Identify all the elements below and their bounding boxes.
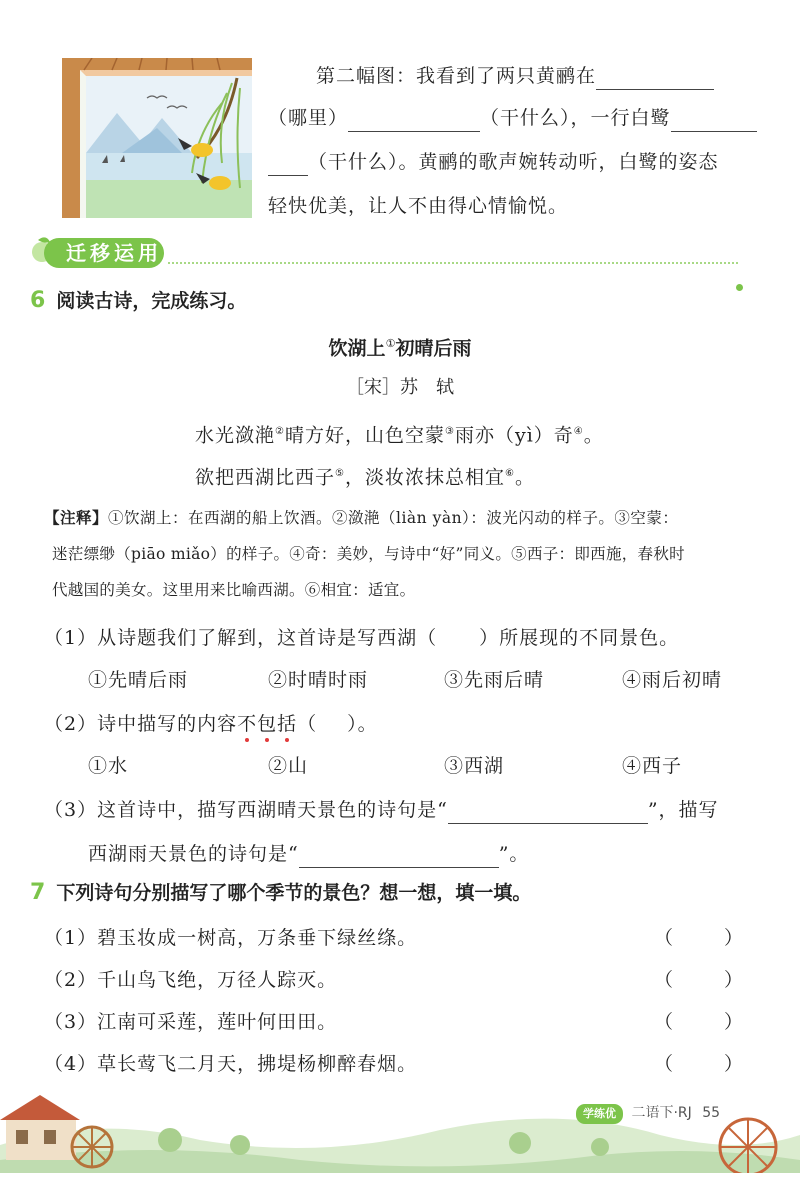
section-banner-label: 迁移运用 (66, 241, 162, 265)
option-label[interactable]: ③先雨后晴 (444, 669, 545, 691)
footer-page-number: 55 (702, 1105, 721, 1121)
poem-line2b: ，淡妆浓抹总相宜 (344, 466, 505, 489)
note-mark-5: ⑤ (335, 468, 345, 479)
q6-sub1-text-b: ）所展现的不同景色。 (479, 627, 680, 649)
answer-blank-egret-1[interactable] (671, 109, 757, 132)
emphasis-char-2: 包 (257, 713, 278, 735)
q6-sub3-answer-rainy[interactable] (299, 845, 499, 868)
poem-line2a: 欲把西湖比西子 (195, 466, 336, 489)
q6-sub1-answer[interactable] (437, 622, 479, 644)
poem-title-rest: 初晴后雨 (395, 337, 472, 360)
note-mark-2: ② (275, 426, 285, 437)
option-label[interactable]: ②时晴时雨 (268, 669, 369, 691)
q7-answer-2[interactable] (654, 966, 744, 994)
answer-blank-egret-2[interactable] (268, 153, 308, 176)
answer-blank-where-1[interactable] (596, 67, 714, 90)
note-line3: 代越国的美女。这里用来比喻西湖。⑥相宜：适宜。 (52, 581, 416, 599)
emphasis-char-1: 不 (237, 713, 258, 735)
q6-sub1-option-3 (444, 666, 544, 694)
note-label: 【注释】 (44, 509, 109, 527)
footer-landscape-svg (0, 1085, 800, 1173)
option-label[interactable]: ②山 (268, 755, 309, 777)
q6-sub2-option-4 (622, 752, 682, 780)
paren-close: ） (723, 927, 744, 949)
q6-sub3-text-c: 西湖雨天景色的诗句是“ (88, 843, 299, 865)
paren-open: （ (654, 927, 675, 949)
footer-landscape (0, 1085, 800, 1173)
option-label[interactable]: ④西子 (622, 755, 683, 777)
option-label[interactable]: ①水 (88, 755, 129, 777)
paren-open: （ (654, 1053, 675, 1075)
poem-line1c: 雨亦（yì）奇 (454, 424, 574, 447)
q7-item-4: （4）草长莺飞二月天，拂堤杨柳醉春烟。 (44, 1053, 418, 1075)
q7-item-2: （2）千山鸟飞绝，万径人踪灭。 (44, 969, 338, 991)
note-line2: 迷茫缥缈（piāo miǎo）的样子。④奇：美妙，与诗中“好”同义。⑤西子：即西施，春秋时 (52, 545, 685, 563)
picture-text-line2a: （哪里） (268, 107, 349, 129)
paren-open: （ (654, 969, 675, 991)
q6-sub3-text-a: （3）这首诗中，描写西湖晴天景色的诗句是“ (44, 799, 448, 821)
q6-sub2-answer[interactable] (317, 708, 347, 730)
note-mark-4: ④ (573, 426, 584, 437)
q6-title: 阅读古诗，完成练习。 (56, 290, 247, 312)
q7-answer-3[interactable] (654, 1008, 744, 1036)
poem-title-mark: ① (385, 337, 396, 350)
q6-sub1-option-4 (622, 666, 722, 694)
q6-sub2-text-c: ）。 (347, 713, 378, 735)
banner-line-end-dot (736, 284, 743, 291)
q6-sub2-option-1 (88, 752, 128, 780)
note-mark-6: ⑥ (505, 468, 515, 479)
paren-close: ） (723, 1011, 744, 1033)
paren-open: （ (654, 1011, 675, 1033)
q6-number: 6 (30, 288, 46, 313)
poem-line1b: 晴方好，山色空蒙 (284, 424, 445, 447)
emphasis-char-3: 括 (277, 713, 298, 735)
footer-book: 二语下·RJ (631, 1105, 692, 1121)
q6-sub2-option-3 (444, 752, 504, 780)
q6-sub3-text-d: ”。 (498, 843, 530, 865)
q7-number: 7 (30, 880, 46, 905)
q6-sub2-text-b: （ (297, 713, 318, 735)
q6-sub1-option-1 (88, 666, 188, 694)
paren-close: ） (723, 969, 744, 991)
q6-sub1-text-a: （1）从诗题我们了解到，这首诗是写西湖（ (44, 627, 438, 649)
q7-answer-4[interactable] (654, 1050, 744, 1078)
picture-text-line2b: （干什么），一行白鹭 (480, 107, 671, 129)
option-label[interactable]: ③西湖 (444, 755, 505, 777)
note-mark-3: ③ (445, 426, 455, 437)
answer-blank-where-2[interactable] (348, 109, 480, 132)
picture-text-line1: 第二幅图：我看到了两只黄鹂在 (316, 65, 597, 87)
option-label[interactable]: ①先晴后雨 (88, 669, 189, 691)
section-banner (28, 232, 168, 272)
banner-dotted-line (168, 262, 738, 264)
q6-sub3-text-b: ”，描写 (647, 799, 719, 821)
q7-answer-1[interactable] (654, 924, 744, 952)
q6-sub2-option-2 (268, 752, 308, 780)
paren-close: ） (723, 1053, 744, 1075)
q7-item-1: （1）碧玉妆成一树高，万条垂下绿丝绦。 (44, 927, 418, 949)
illustration-svg (62, 58, 252, 218)
option-label[interactable]: ④雨后初晴 (622, 669, 723, 691)
poem-title: 饮湖上 (328, 337, 386, 360)
q6-sub1-option-2 (268, 666, 368, 694)
poem-line2c: 。 (514, 466, 535, 489)
picture-text-line4: 轻快优美，让人不由得心情愉悦。 (268, 195, 569, 217)
picture-text-line3: （干什么）。黄鹂的歌声婉转动听，白鹭的姿态 (308, 151, 719, 173)
q6-sub3-answer-sunny[interactable] (448, 801, 648, 824)
q7-item-3: （3）江南可采莲，莲叶何田田。 (44, 1011, 338, 1033)
illustration-birds (62, 58, 252, 218)
poem-author: ［宋］苏 轼 (346, 377, 454, 398)
poem-line1d: 。 (583, 424, 604, 447)
poem-line1a: 水光潋滟 (195, 424, 276, 447)
footer-badge: 学练优 (576, 1104, 623, 1124)
q6-sub2-text-a: （2）诗中描写的内容 (44, 713, 238, 735)
q7-title: 下列诗句分别描写了哪个季节的景色？想一想，填一填。 (56, 882, 532, 904)
note-line1: ①饮湖上：在西湖的船上饮酒。②潋滟（liàn yàn）：波光闪动的样子。③空蒙： (108, 509, 679, 527)
